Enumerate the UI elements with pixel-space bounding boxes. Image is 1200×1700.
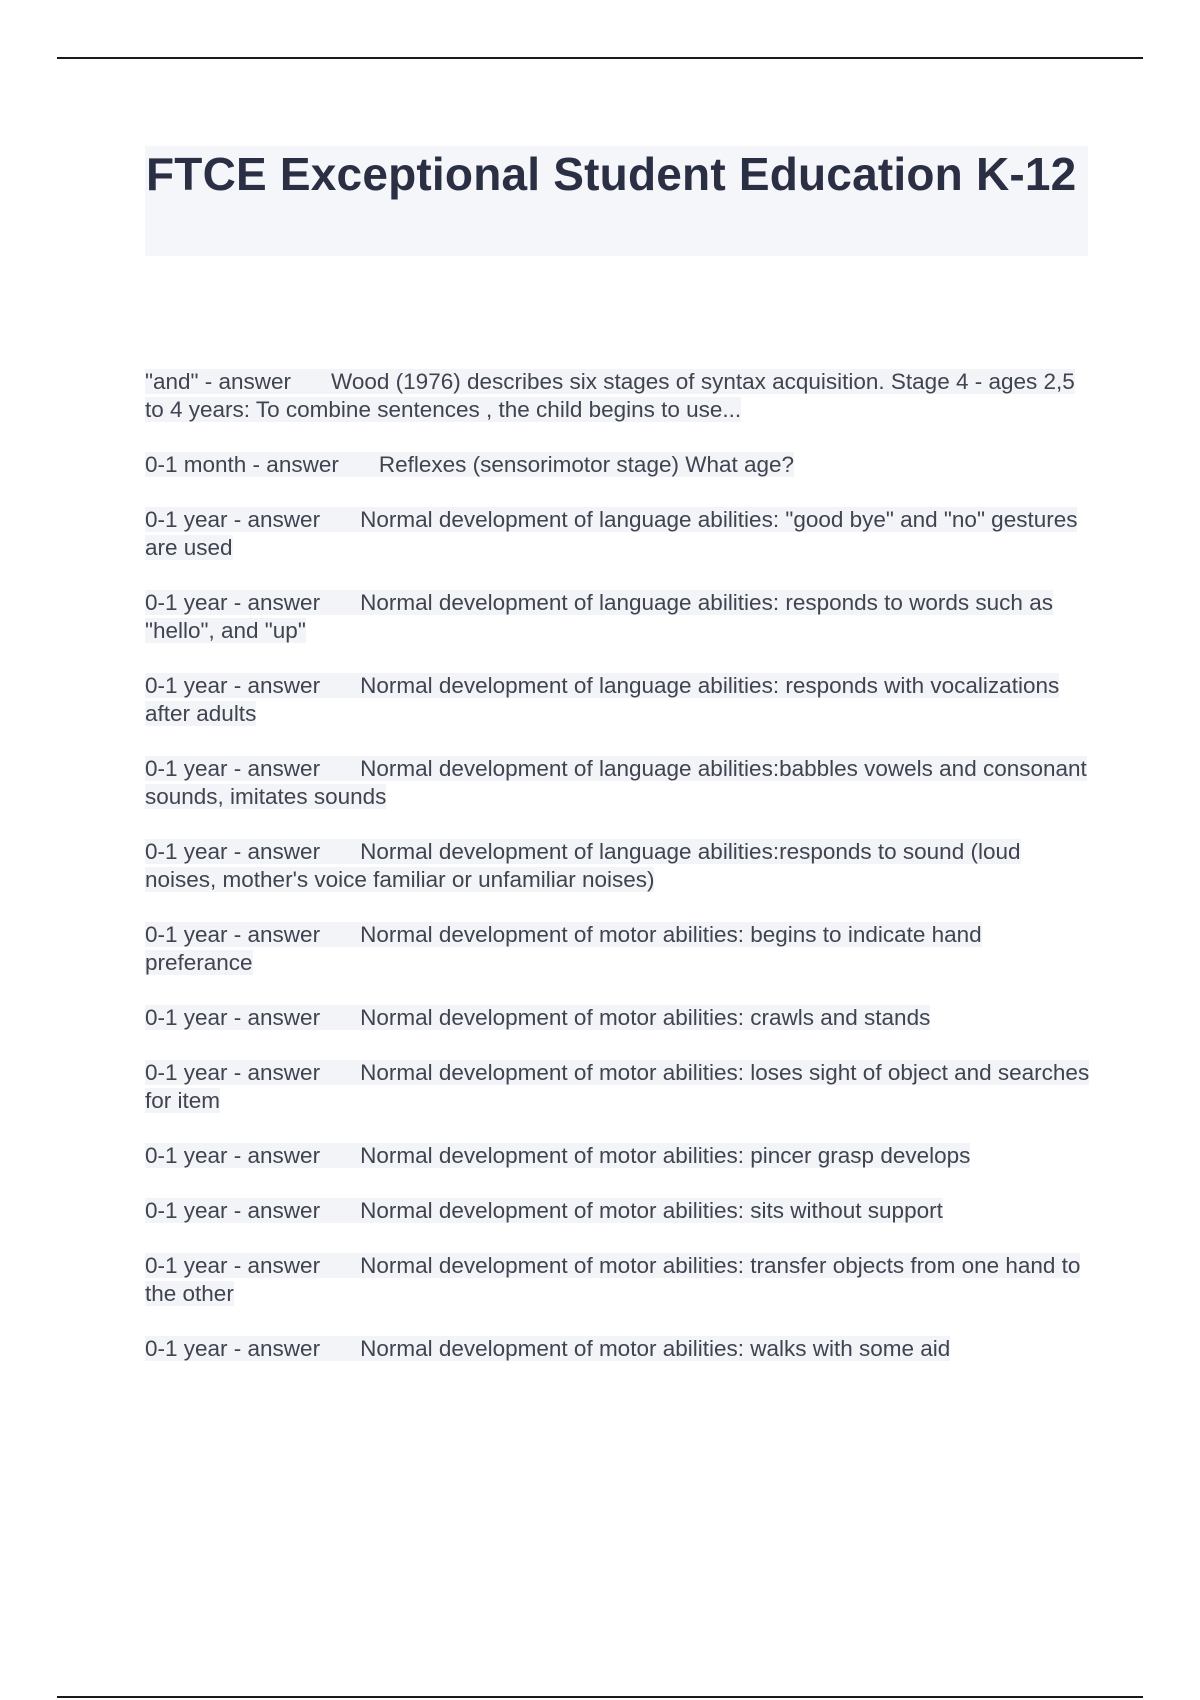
flashcard-item [145,1252,1095,1308]
flashcard-item [145,506,1095,562]
title-banner [145,146,1088,256]
card-definition: Normal development of language abilities: responds with vocalizations after adults [145,673,1060,726]
card-definition: Normal development of motor abilities: pincer grasp develops [360,1143,971,1168]
card-definition: Normal development of language abilities:responds to sound (loud noises, mother's voice familiar or unfamiliar noises) [145,839,1021,892]
card-term: 0-1 year - answer [145,1143,321,1168]
flashcard-item [145,1059,1095,1115]
flashcard-item [145,451,1095,479]
card-definition: Normal development of motor abilities: walks with some aid [360,1336,951,1361]
flashcard-item [145,589,1095,645]
card-definition: Normal development of motor abilities: transfer objects from one hand to the other [145,1253,1081,1306]
flashcard-item [145,1004,1095,1032]
flashcard-item [145,1142,1095,1170]
card-term: 0-1 month - answer [145,452,339,477]
flashcard-item [145,921,1095,977]
flashcard-item [145,1197,1095,1225]
card-term: 0-1 year - answer [145,1005,321,1030]
card-definition: Normal development of motor abilities: sits without support [360,1198,943,1223]
flashcard-item [145,368,1095,424]
card-term: 0-1 year - answer [145,1060,321,1085]
card-definition: Normal development of motor abilities: crawls and stands [360,1005,931,1030]
card-definition: Normal development of motor abilities: begins to indicate hand preferance [145,922,982,975]
card-definition: Wood (1976) describes six stages of syntax acquisition. Stage 4 - ages 2,5 to 4 years: To combine sentences , the child begins to use... [145,369,1075,422]
page-title: FTCE Exceptional Student Education K-12 [146,148,1077,200]
top-rule [57,57,1143,59]
card-term: 0-1 year - answer [145,673,321,698]
flashcard-list [145,368,1095,1390]
card-term: 0-1 year - answer [145,839,321,864]
card-term: 0-1 year - answer [145,756,321,781]
card-definition: Normal development of language abilities: responds to words such as "hello", and "up" [145,590,1053,643]
card-term: 0-1 year - answer [145,1253,321,1278]
card-term: 0-1 year - answer [145,1336,321,1361]
card-definition: Normal development of language abilities: "good bye" and "no" gestures are used [145,507,1078,560]
card-term: 0-1 year - answer [145,1198,321,1223]
flashcard-item [145,672,1095,728]
flashcard-item [145,838,1095,894]
flashcard-item [145,755,1095,811]
card-definition: Normal development of motor abilities: loses sight of object and searches for item [145,1060,1090,1113]
flashcard-item [145,1335,1095,1363]
card-definition: Reflexes (sensorimotor stage) What age? [378,452,795,477]
card-term: 0-1 year - answer [145,507,321,532]
bottom-rule [57,1696,1143,1698]
card-term: "and" - answer [145,369,292,394]
card-definition: Normal development of language abilities:babbles vowels and consonant sounds, imitates sounds [145,756,1087,809]
card-term: 0-1 year - answer [145,922,321,947]
card-term: 0-1 year - answer [145,590,321,615]
